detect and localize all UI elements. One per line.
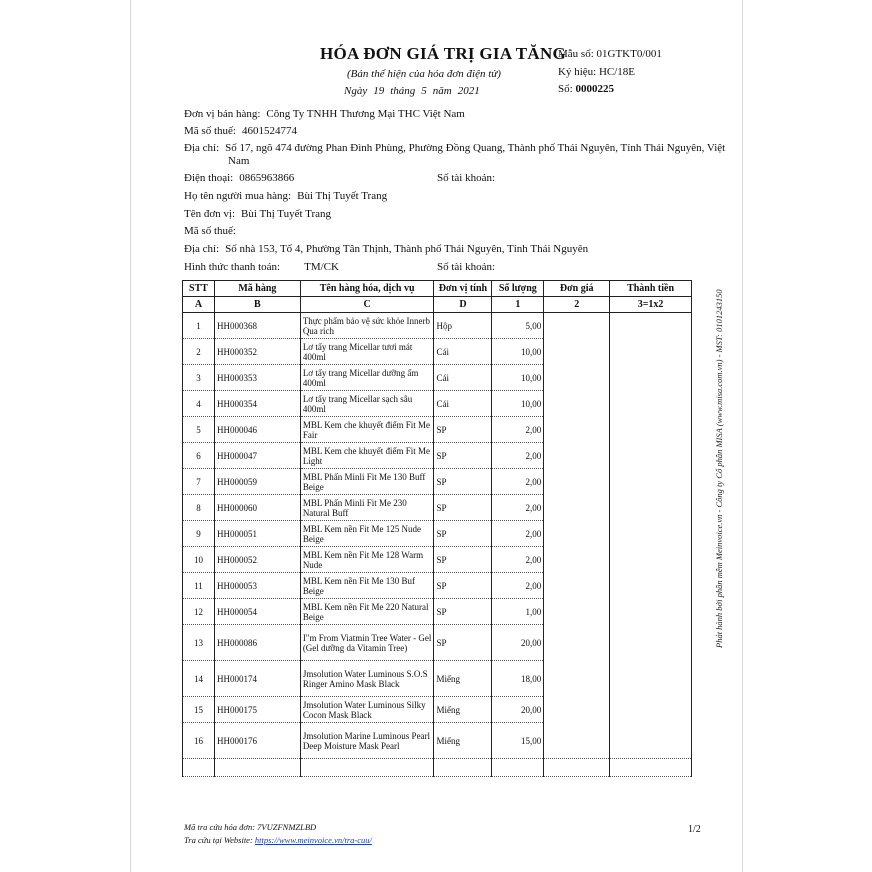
invoice-date: Ngày 19 tháng 5 năm 2021 xyxy=(344,85,480,97)
row-unit: Miếng xyxy=(434,723,492,759)
row-price xyxy=(544,391,610,417)
row-unit: Cái xyxy=(434,365,492,391)
row-unit: Cái xyxy=(434,391,492,417)
table-row xyxy=(183,697,692,723)
row-price xyxy=(544,365,610,391)
lookup-website-link[interactable]: https://www.meinvoice.vn/tra-cuu/ xyxy=(254,835,372,845)
row-unit: SP xyxy=(434,573,492,599)
row-unit: Hộp xyxy=(434,313,492,339)
row-code: HH000060 xyxy=(214,495,300,521)
row-amount xyxy=(610,573,692,599)
page-number: 1/2 xyxy=(688,824,701,835)
row-stt: 1 xyxy=(183,313,215,339)
letter-3: 3=1x2 xyxy=(610,297,692,313)
row-name: Jmsolution Marine Luminous Pearl Deep Moisture Mask Pearl xyxy=(300,723,434,759)
table-row xyxy=(183,339,692,365)
row-code: HH000353 xyxy=(214,365,300,391)
row-price xyxy=(544,469,610,495)
row-code: HH000354 xyxy=(214,391,300,417)
row-code: HH000052 xyxy=(214,547,300,573)
row-stt: 12 xyxy=(183,599,215,625)
table-row xyxy=(183,625,692,661)
table-row xyxy=(183,443,692,469)
row-amount xyxy=(610,547,692,573)
header-unit: Đơn vị tính xyxy=(434,281,492,297)
row-price xyxy=(544,339,610,365)
table-row xyxy=(183,573,692,599)
row-price xyxy=(544,625,610,661)
table-letter-row xyxy=(183,297,692,313)
row-name: I"m From Viatmin Tree Water - Gel (Gel dưỡng da Vitamin Tree) xyxy=(300,625,434,661)
row-name: MBL Phấn Minli Fit Me 130 Buff Beige xyxy=(300,469,434,495)
header-price: Đơn giá xyxy=(544,281,610,297)
row-code: HH000175 xyxy=(214,697,300,723)
row-stt: 2 xyxy=(183,339,215,365)
lookup-code: Mã tra cứu hóa đơn: 7VUZFNMZLBD xyxy=(184,822,317,832)
row-qty: 5,00 xyxy=(492,313,544,339)
row-price xyxy=(544,573,610,599)
buyer-unit: Tên đơn vị: Bùi Thị Tuyết Trang xyxy=(184,208,332,220)
row-qty: 20,00 xyxy=(492,697,544,723)
row-qty: 2,00 xyxy=(492,573,544,599)
row-name: Jmsolution Water Luminous Silky Cocon Mask Black xyxy=(300,697,434,723)
row-qty: 10,00 xyxy=(492,391,544,417)
table-row xyxy=(183,391,692,417)
table-row xyxy=(183,313,692,339)
row-stt: 14 xyxy=(183,661,215,697)
table-row xyxy=(183,417,692,443)
empty-cell xyxy=(214,759,300,777)
row-unit: Miếng xyxy=(434,697,492,723)
row-amount xyxy=(610,697,692,723)
table-row-empty xyxy=(183,759,692,777)
row-amount xyxy=(610,365,692,391)
seller-address: Địa chỉ: Số 17, ngõ 474 đường Phan Đình Phùng, Phường Đồng Quang, Thành phố Thái Nguyên, Tỉnh Thái Nguyên, Việt Nam xyxy=(184,142,726,167)
buyer-address: Địa chỉ: Số nhà 153, Tổ 4, Phường Tân Thịnh, Thành phố Thái Nguyên, Tỉnh Thái Nguyên xyxy=(184,243,589,255)
row-amount xyxy=(610,417,692,443)
header-name: Tên hàng hóa, dịch vụ xyxy=(300,281,434,297)
letter-c: C xyxy=(300,297,434,313)
row-qty: 2,00 xyxy=(492,417,544,443)
row-unit: SP xyxy=(434,521,492,547)
row-qty: 2,00 xyxy=(492,547,544,573)
row-code: HH000054 xyxy=(214,599,300,625)
row-unit: SP xyxy=(434,599,492,625)
row-qty: 2,00 xyxy=(492,443,544,469)
invoice-title: HÓA ĐƠN GIÁ TRỊ GIA TĂNG xyxy=(320,44,567,63)
empty-cell xyxy=(492,759,544,777)
row-stt: 8 xyxy=(183,495,215,521)
row-price xyxy=(544,697,610,723)
row-unit: Miếng xyxy=(434,661,492,697)
table-row xyxy=(183,521,692,547)
row-name: MBL Kem nền Fit Me 128 Warm Nude xyxy=(300,547,434,573)
row-price xyxy=(544,723,610,759)
row-amount xyxy=(610,599,692,625)
row-amount xyxy=(610,521,692,547)
row-stt: 4 xyxy=(183,391,215,417)
row-code: HH000047 xyxy=(214,443,300,469)
row-amount xyxy=(610,339,692,365)
row-code: HH000086 xyxy=(214,625,300,661)
row-price xyxy=(544,521,610,547)
buyer-tax: Mã số thuế: xyxy=(184,225,236,237)
empty-cell xyxy=(544,759,610,777)
row-price xyxy=(544,495,610,521)
row-code: HH000176 xyxy=(214,723,300,759)
form-number: Mẫu số: 01GTKT0/001 xyxy=(558,48,662,60)
row-amount xyxy=(610,391,692,417)
row-amount xyxy=(610,495,692,521)
row-qty: 15,00 xyxy=(492,723,544,759)
row-stt: 15 xyxy=(183,697,215,723)
row-name: Jmsolution Water Luminous S.O.S Ringer Amino Mask Black xyxy=(300,661,434,697)
row-name: Lơ tẩy trang Micellar sạch sâu 400ml xyxy=(300,391,434,417)
row-name: MBL Kem che khuyết điểm Fit Me Fair xyxy=(300,417,434,443)
row-name: MBL Kem nền Fit Me 220 Natural Beige xyxy=(300,599,434,625)
row-unit: SP xyxy=(434,495,492,521)
row-unit: SP xyxy=(434,417,492,443)
seller-account: Số tài khoản: xyxy=(437,172,496,184)
row-stt: 13 xyxy=(183,625,215,661)
row-amount xyxy=(610,443,692,469)
row-unit: Cái xyxy=(434,339,492,365)
row-qty: 2,00 xyxy=(492,521,544,547)
letter-a: A xyxy=(183,297,215,313)
row-stt: 5 xyxy=(183,417,215,443)
empty-cell xyxy=(434,759,492,777)
row-name: MBL Phấn Minli Fit Me 230 Natural Buff xyxy=(300,495,434,521)
header-amount: Thành tiền xyxy=(610,281,692,297)
row-name: Lơ tẩy trang Micellar dưỡng ẩm 400ml xyxy=(300,365,434,391)
items-table xyxy=(182,280,692,777)
row-qty: 2,00 xyxy=(492,495,544,521)
table-row xyxy=(183,661,692,697)
row-amount xyxy=(610,661,692,697)
buyer-account: Số tài khoản: xyxy=(437,261,496,273)
row-amount xyxy=(610,469,692,495)
empty-cell xyxy=(183,759,215,777)
row-price xyxy=(544,547,610,573)
row-stt: 7 xyxy=(183,469,215,495)
row-code: HH000368 xyxy=(214,313,300,339)
row-qty: 1,00 xyxy=(492,599,544,625)
table-header-row xyxy=(183,281,692,297)
seller-tax: Mã số thuế: 4601524774 xyxy=(184,125,297,137)
header-code: Mã hàng xyxy=(214,281,300,297)
row-code: HH000352 xyxy=(214,339,300,365)
table-row xyxy=(183,495,692,521)
letter-2: 2 xyxy=(544,297,610,313)
row-qty: 10,00 xyxy=(492,365,544,391)
table-row xyxy=(183,599,692,625)
row-stt: 3 xyxy=(183,365,215,391)
row-name: Thực phẩm bảo vệ sức khỏe Innerb Qua rich xyxy=(300,313,434,339)
row-amount xyxy=(610,313,692,339)
row-code: HH000059 xyxy=(214,469,300,495)
table-row xyxy=(183,365,692,391)
seller-phone: Điện thoại: 0865963866 xyxy=(184,172,295,184)
row-name: Lơ tẩy trang Micellar tươi mát 400ml xyxy=(300,339,434,365)
row-stt: 10 xyxy=(183,547,215,573)
software-note: Phát hành bởi phần mềm Meinvoice.vn - Công ty Cổ phần MISA (www.misa.com.vn) - MST: 0101243150 xyxy=(714,289,724,648)
table-row xyxy=(183,469,692,495)
row-qty: 10,00 xyxy=(492,339,544,365)
row-stt: 6 xyxy=(183,443,215,469)
row-name: MBL Kem nền Fit Me 130 Buf Beige xyxy=(300,573,434,599)
row-qty: 20,00 xyxy=(492,625,544,661)
header-qty: Số lượng xyxy=(492,281,544,297)
empty-cell xyxy=(610,759,692,777)
row-code: HH000051 xyxy=(214,521,300,547)
row-price xyxy=(544,599,610,625)
row-price xyxy=(544,443,610,469)
row-price xyxy=(544,313,610,339)
seller-name: Đơn vị bán hàng: Công Ty TNHH Thương Mại THC Việt Nam xyxy=(184,108,465,120)
payment-method: Hình thức thanh toán: TM/CK xyxy=(184,261,339,273)
row-unit: SP xyxy=(434,625,492,661)
letter-b: B xyxy=(214,297,300,313)
row-qty: 2,00 xyxy=(492,469,544,495)
row-stt: 16 xyxy=(183,723,215,759)
letter-d: D xyxy=(434,297,492,313)
row-price xyxy=(544,661,610,697)
buyer-name: Họ tên người mua hàng: Bùi Thị Tuyết Trang xyxy=(184,190,388,202)
row-code: HH000046 xyxy=(214,417,300,443)
lookup-website: Tra cứu tại Website: https://www.meinvoice.vn/tra-cuu/ xyxy=(184,835,372,845)
row-amount xyxy=(610,723,692,759)
row-unit: SP xyxy=(434,443,492,469)
row-code: HH000053 xyxy=(214,573,300,599)
row-name: MBL Kem nền Fit Me 125 Nude Beige xyxy=(300,521,434,547)
row-name: MBL Kem che khuyết điểm Fit Me Light xyxy=(300,443,434,469)
header-stt: STT xyxy=(183,281,215,297)
serial-symbol: Ký hiệu: HC/18E xyxy=(558,66,636,78)
empty-cell xyxy=(300,759,434,777)
row-stt: 11 xyxy=(183,573,215,599)
letter-1: 1 xyxy=(492,297,544,313)
row-stt: 9 xyxy=(183,521,215,547)
row-qty: 18,00 xyxy=(492,661,544,697)
row-code: HH000174 xyxy=(214,661,300,697)
row-unit: SP xyxy=(434,469,492,495)
row-price xyxy=(544,417,610,443)
invoice-number: Số: 0000225 xyxy=(558,83,614,95)
row-unit: SP xyxy=(434,547,492,573)
table-row xyxy=(183,723,692,759)
table-row xyxy=(183,547,692,573)
invoice-subtitle: (Bản thể hiện của hóa đơn điện tử) xyxy=(347,68,501,80)
row-amount xyxy=(610,625,692,661)
